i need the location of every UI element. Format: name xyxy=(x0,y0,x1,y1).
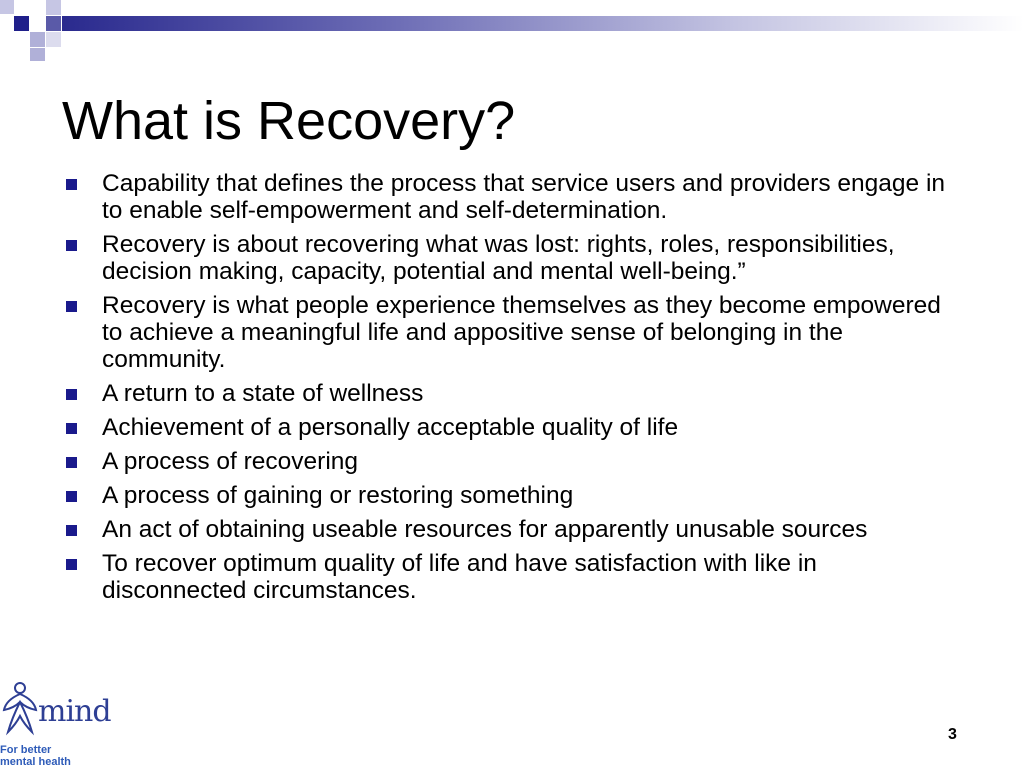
square-bullet-icon xyxy=(66,423,77,434)
bullet-text: A process of gaining or restoring something xyxy=(102,482,574,509)
tagline-line-1: For better xyxy=(0,744,52,756)
bullet-text: Capability that defines the process that service users and providers engage in to enable self-empowerment and self-determination. xyxy=(102,170,946,224)
decor-square-6 xyxy=(46,32,61,47)
bullet-text: A return to a state of wellness xyxy=(102,380,424,407)
decor-square-4 xyxy=(46,16,61,31)
bullet-item xyxy=(62,448,962,475)
square-bullet-icon xyxy=(66,179,77,190)
logo-wordmark: mind xyxy=(38,694,111,729)
mind-logo xyxy=(0,676,140,768)
decor-square-3 xyxy=(46,0,61,15)
header-gradient-bar xyxy=(62,16,1024,31)
bullet-text: Recovery is about recovering what was lost: rights, roles, responsibilities, decision making, capacity, potential and mental well-being.” xyxy=(102,231,895,285)
bullet-item xyxy=(62,550,962,604)
square-bullet-icon xyxy=(66,559,77,570)
bullet-text: Recovery is what people experience themselves as they become empowered to achieve a meaningful life and appositive sense of belonging in the community. xyxy=(102,292,941,373)
tagline-line-2: mental health xyxy=(0,756,71,768)
bullet-text: An act of obtaining useable resources for apparently unusable sources xyxy=(102,516,868,543)
logo-tagline xyxy=(0,744,71,768)
square-bullet-icon xyxy=(66,301,77,312)
decor-square-2 xyxy=(14,16,29,31)
square-bullet-icon xyxy=(66,525,77,536)
bullet-item xyxy=(62,414,962,441)
bullet-text: A process of recovering xyxy=(102,448,359,475)
bullet-item xyxy=(62,516,962,543)
decor-square-7 xyxy=(30,48,45,61)
header-decoration xyxy=(0,0,1024,62)
bullet-item xyxy=(62,170,962,224)
decor-square-5 xyxy=(30,32,45,47)
bullet-list xyxy=(62,170,962,611)
bullet-item xyxy=(62,380,962,407)
page-number: 3 xyxy=(948,726,957,743)
square-bullet-icon xyxy=(66,389,77,400)
slide-title: What is Recovery? xyxy=(62,91,516,151)
decor-square-1 xyxy=(0,0,14,14)
bullet-text: Achievement of a personally acceptable quality of life xyxy=(102,414,679,441)
bullet-item xyxy=(62,231,962,285)
bullet-item xyxy=(62,482,962,509)
bullet-item xyxy=(62,292,962,373)
square-bullet-icon xyxy=(66,457,77,468)
mind-figure-icon xyxy=(0,680,40,740)
square-bullet-icon xyxy=(66,240,77,251)
bullet-text: To recover optimum quality of life and have satisfaction with like in disconnected circumstances. xyxy=(102,550,817,604)
square-bullet-icon xyxy=(66,491,77,502)
